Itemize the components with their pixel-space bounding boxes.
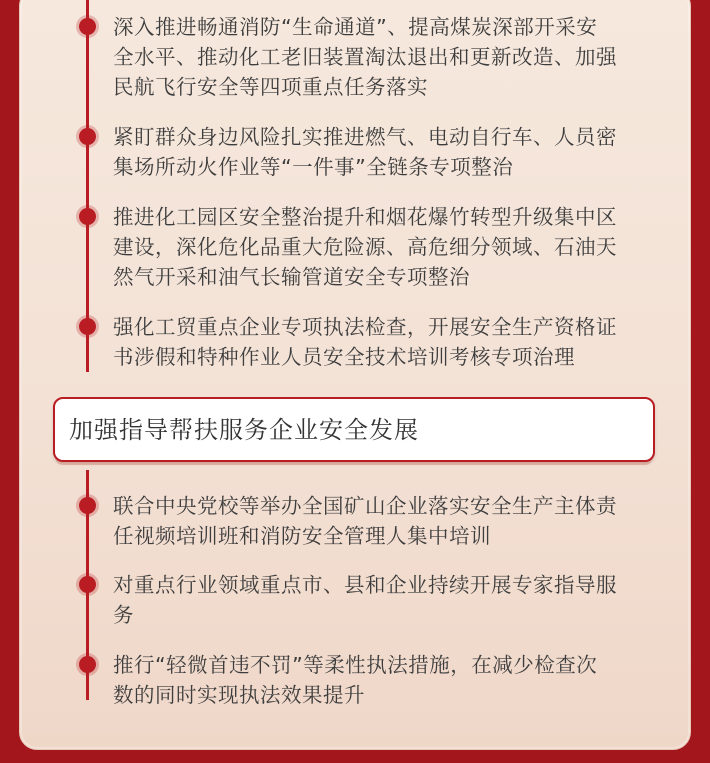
item-line: 全水平、推动化工老旧装置淘汰退出和更新改造、加强 — [113, 45, 617, 69]
item-line: 推进化工园区安全整治提升和烟花爆竹转型升级集中区 — [113, 205, 617, 229]
item-line: 强化工贸重点企业专项执法检查，开展安全生产资格证 — [113, 315, 617, 339]
list-item — [113, 491, 648, 551]
item-line: 数的同时实现执法效果提升 — [113, 683, 365, 707]
list-item — [113, 570, 648, 630]
item-line: 紧盯群众身边风险扎实推进燃气、电动自行车、人员密 — [113, 125, 617, 149]
timeline-bullet — [79, 208, 96, 225]
list-item — [113, 650, 648, 710]
item-line: 任视频培训班和消防安全管理人集中培训 — [113, 524, 491, 548]
item-line: 推行“轻微首违不罚”等柔性执法措施，在减少检查次 — [113, 653, 598, 677]
item-line: 对重点行业领域重点市、县和企业持续开展专家指导服 — [113, 573, 617, 597]
item-line: 联合中央党校等举办全国矿山企业落实安全生产主体责 — [113, 494, 617, 518]
item-line: 集场所动火作业等“一件事”全链条专项整治 — [113, 155, 514, 179]
list-item — [113, 122, 648, 182]
timeline-line-top — [86, 0, 89, 372]
timeline-bullet — [79, 18, 96, 35]
item-line: 然气开采和油气长输管道安全专项整治 — [113, 265, 470, 289]
timeline-bullet — [79, 576, 96, 593]
list-item — [113, 312, 648, 372]
section-title: 加强指导帮扶服务企业安全发展 — [69, 416, 419, 444]
item-line: 务 — [113, 603, 134, 627]
timeline-bullet — [79, 497, 96, 514]
list-item — [113, 12, 648, 102]
item-line: 民航飞行安全等四项重点任务落实 — [113, 75, 428, 99]
item-line: 书涉假和特种作业人员安全技术培训考核专项治理 — [113, 345, 575, 369]
timeline-bullet — [79, 128, 96, 145]
item-line: 建设，深化危化品重大危险源、高危细分领域、石油天 — [113, 235, 617, 259]
list-item — [113, 202, 648, 292]
timeline-bullet — [79, 656, 96, 673]
item-line: 深入推进畅通消防“生命通道”、提高煤炭深部开采安 — [113, 15, 598, 39]
timeline-bullet — [79, 318, 96, 335]
content-card — [19, 0, 691, 750]
section-header — [53, 397, 655, 462]
